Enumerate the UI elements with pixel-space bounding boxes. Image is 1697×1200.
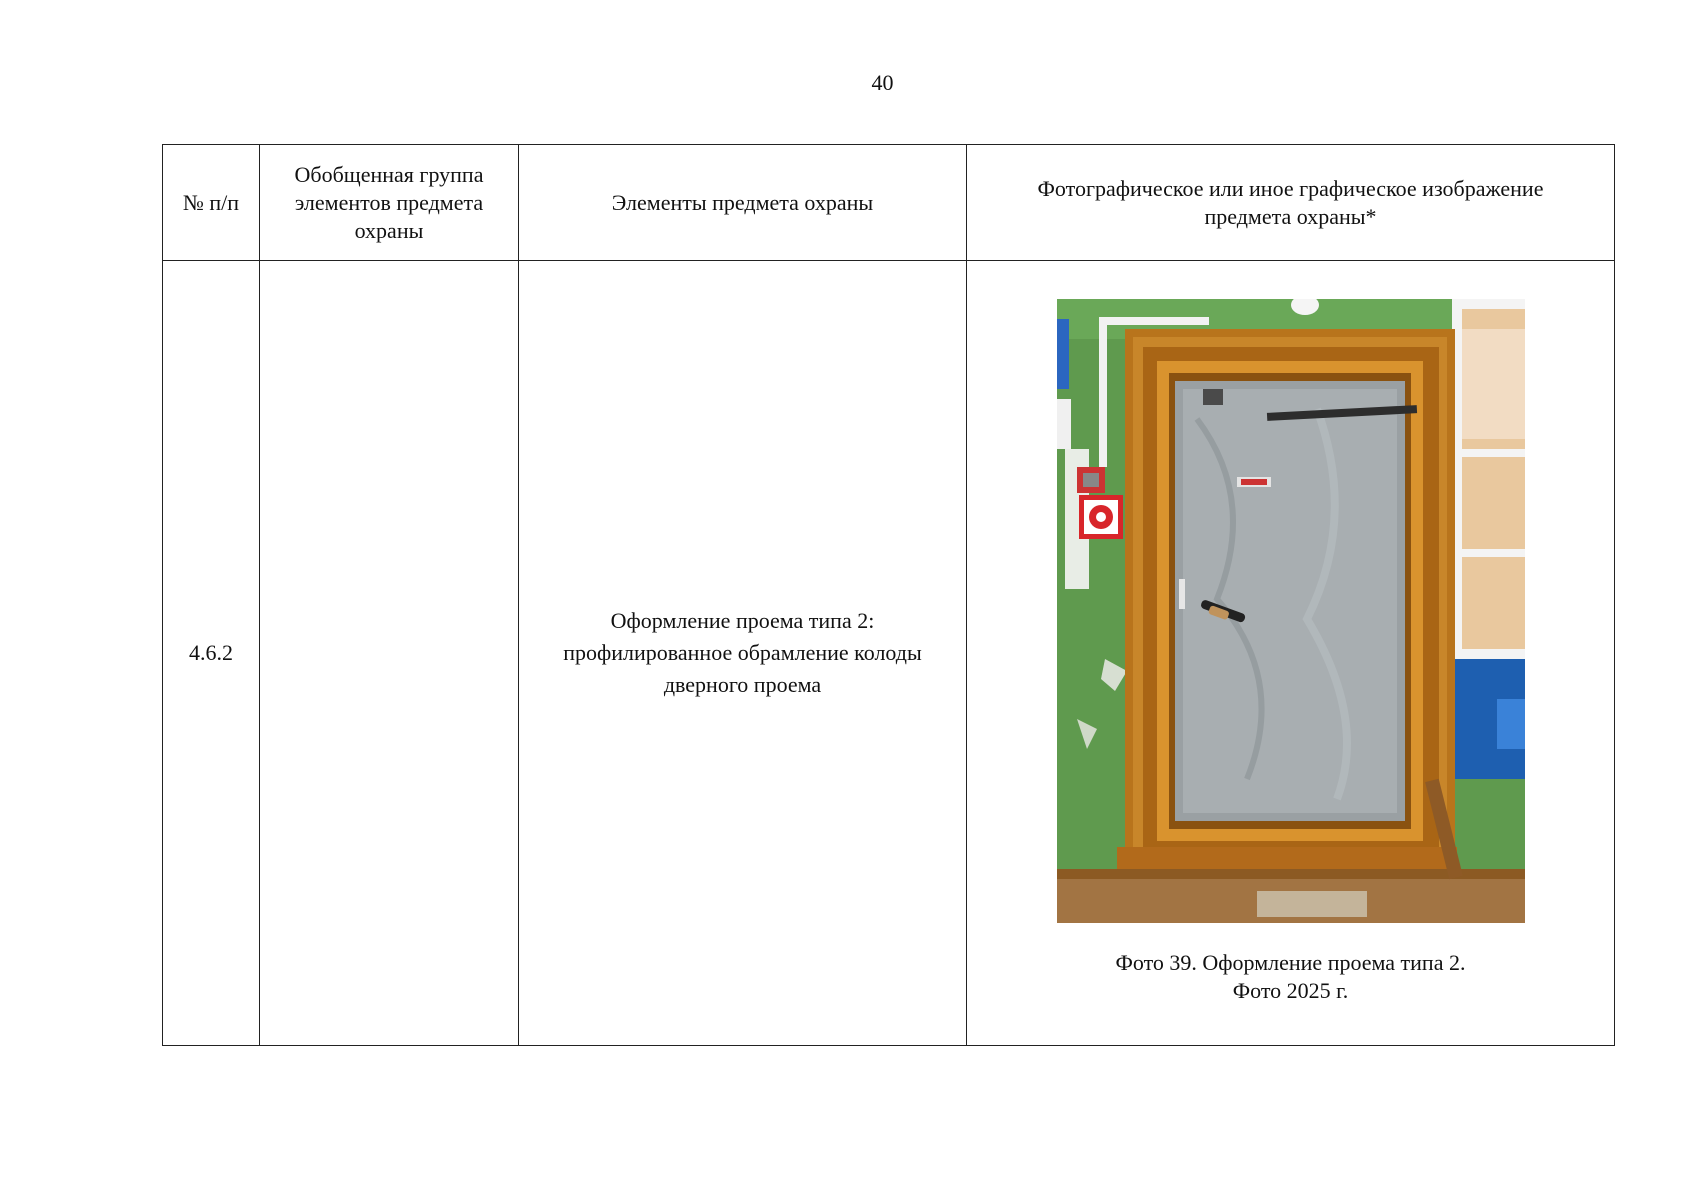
row-group [260, 261, 519, 1046]
row-num: 4.6.2 [163, 261, 260, 1046]
table-row [163, 261, 1615, 1046]
photo-caption-line1: Фото 39. Оформление проема типа 2. [1115, 950, 1466, 975]
photo-caption [967, 949, 1614, 1005]
row-photo-cell [967, 261, 1615, 1046]
header-group: Обобщенная группа элементов предмета охраны [260, 145, 519, 261]
page-number: 40 [871, 70, 894, 95]
header-num: № п/п [163, 145, 260, 261]
header-elements: Элементы предмета охраны [519, 145, 967, 261]
photo-caption-line2: Фото 2025 г. [1232, 978, 1349, 1003]
row-elements: Оформление проема типа 2: профилированное обрамление колоды дверного проема [519, 261, 967, 1046]
table-header-row [163, 145, 1615, 261]
door-opening-photo [1057, 299, 1525, 923]
protected-elements-table [162, 144, 1615, 1046]
fire-alarm-sign-icon [1079, 495, 1123, 539]
header-image: Фотографическое или иное графическое изображение предмета охраны* [967, 145, 1615, 261]
